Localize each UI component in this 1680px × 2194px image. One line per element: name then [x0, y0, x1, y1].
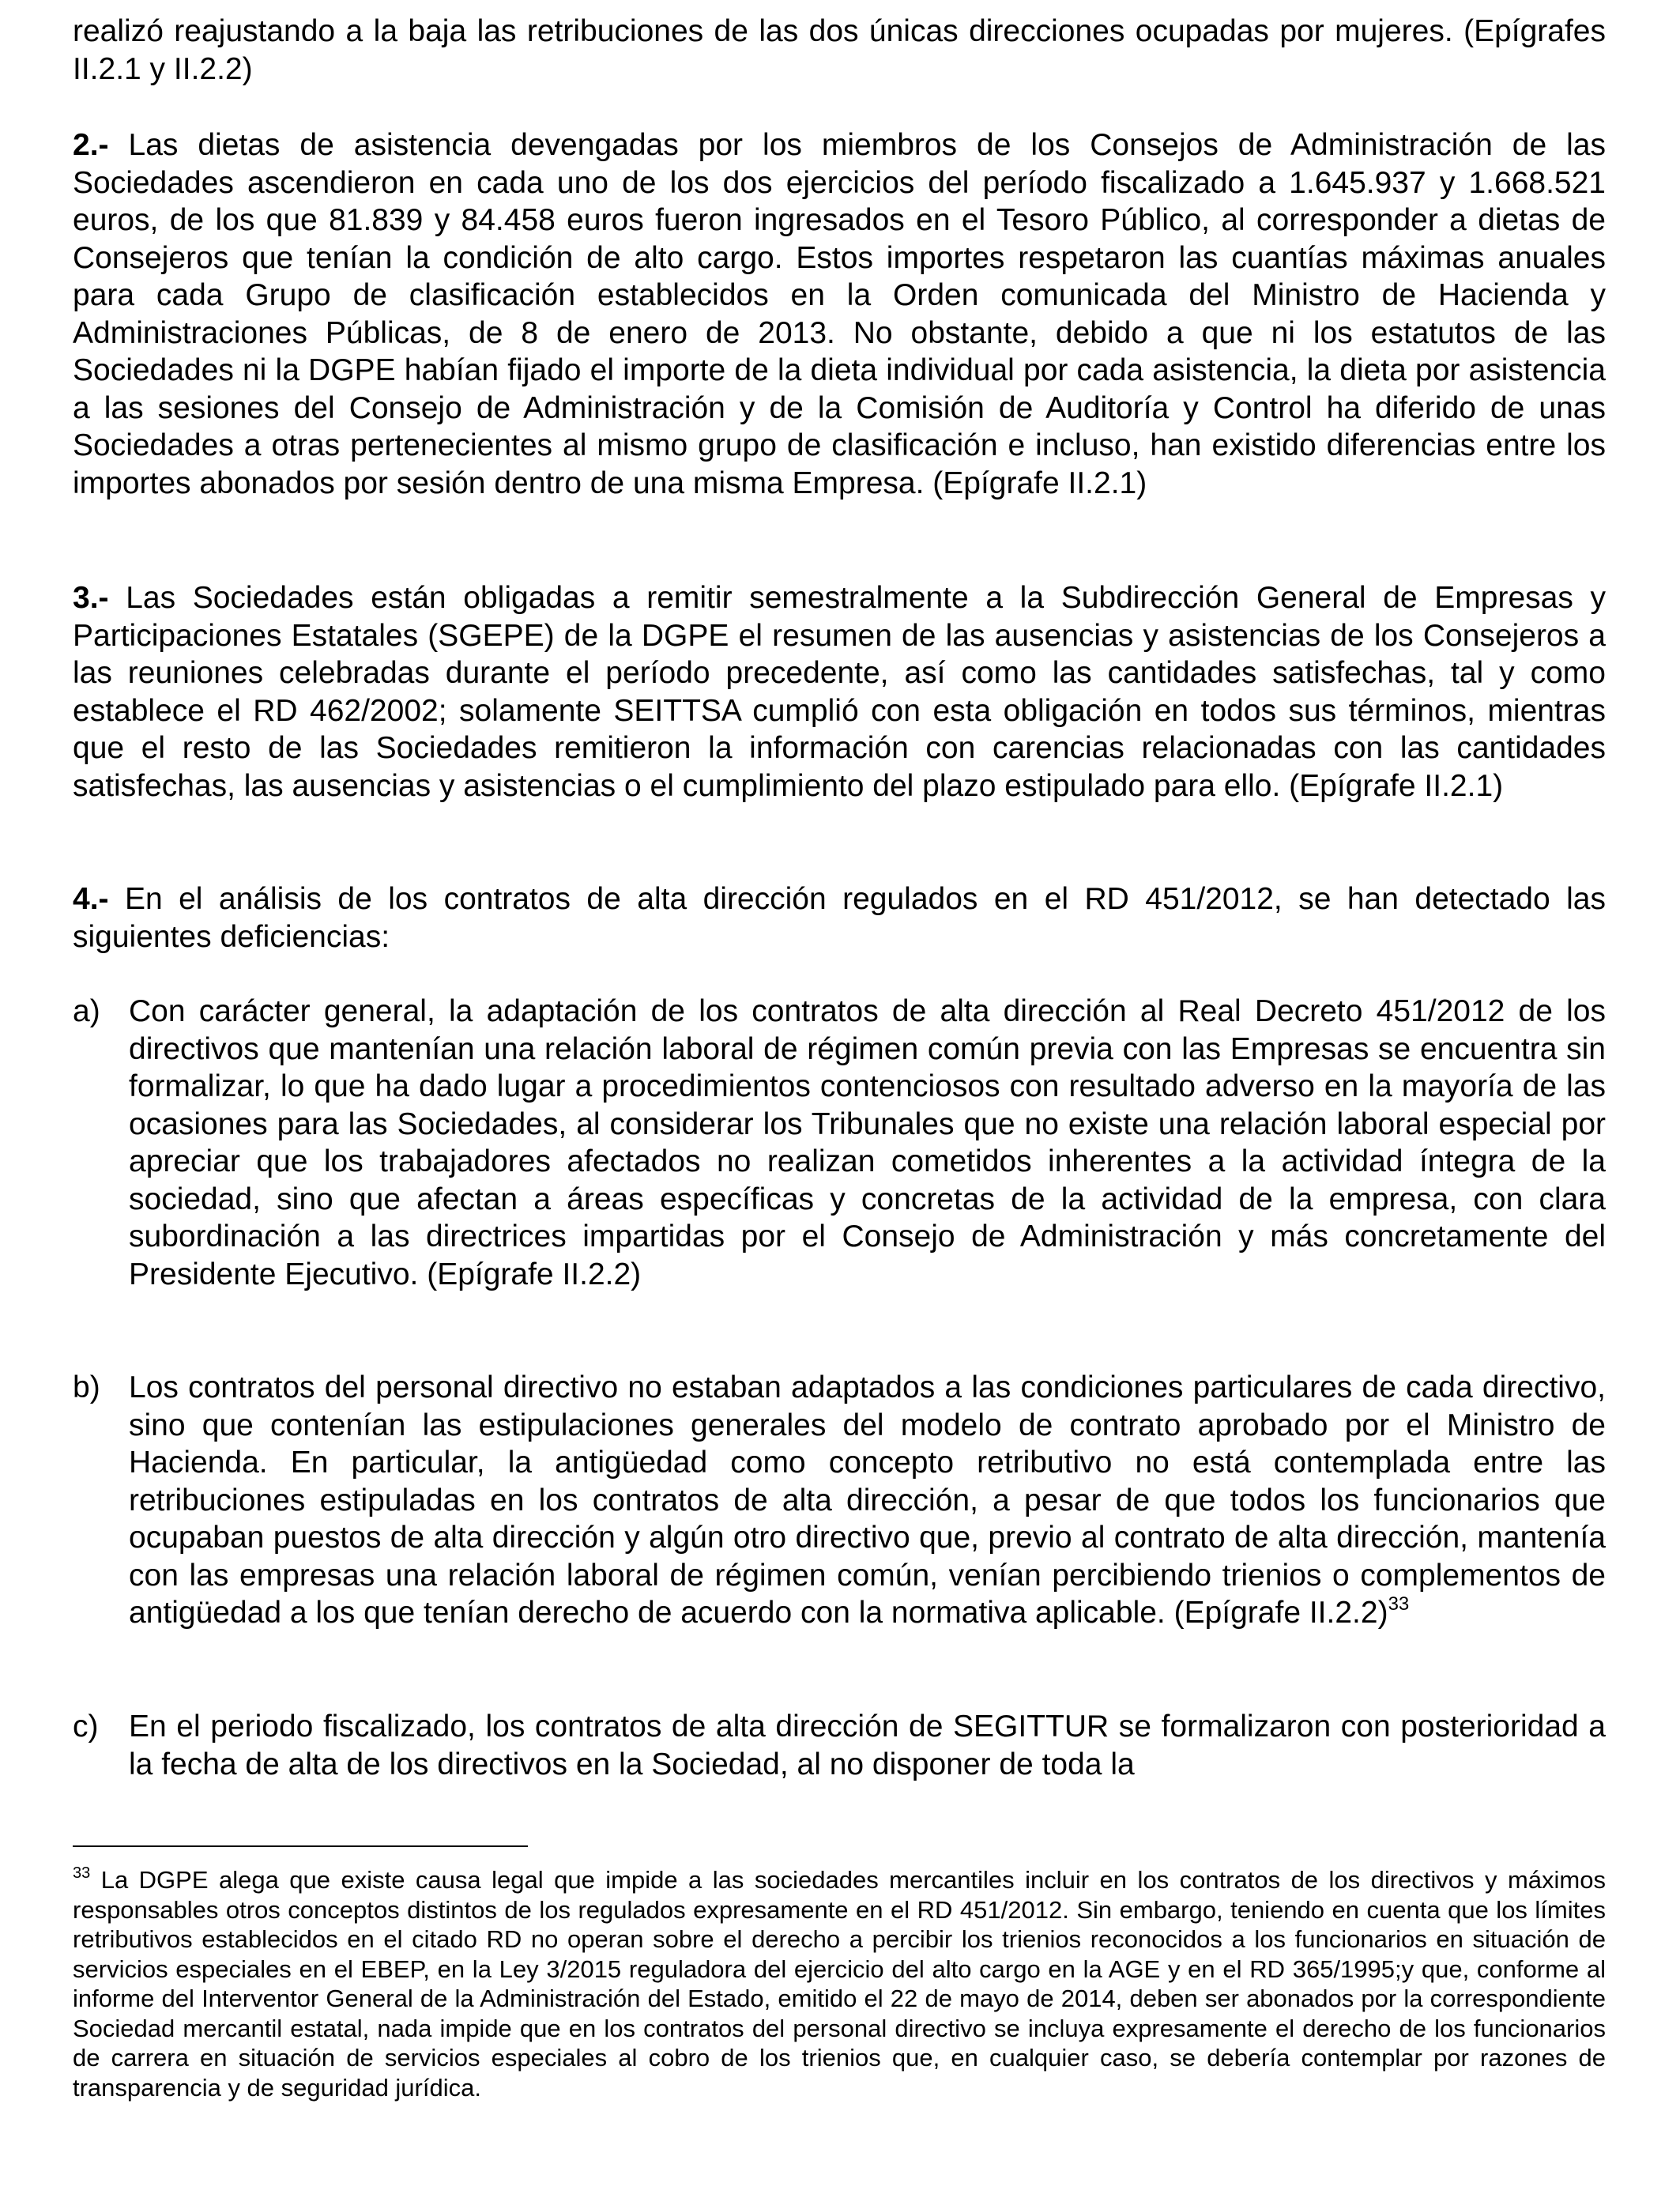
footnote-33: [73, 1865, 1606, 2102]
point-4-text: En el análisis de los contratos de alta dirección regulados en el RD 451/2012, se han detectado las siguientes deficiencias:: [73, 882, 1606, 954]
footnote-ref-33[interactable]: 33: [1388, 1593, 1410, 1615]
list-item-b-body: [129, 1369, 1606, 1632]
list-item-c-text: En el periodo fiscalizado, los contratos de alta dirección de SEGITTUR se formalizaron con posterioridad a la fecha de alta de los directivos en la Sociedad, al no disponer de toda la: [129, 1710, 1606, 1781]
point-4-number: 4.-: [73, 882, 109, 916]
intro-paragraph: realizó reajustando a la baja las retribuciones de las dos únicas direcciones ocupadas por mujeres. (Epígrafes II.2.1 y II.2.2): [73, 14, 1606, 86]
footnote-text: La DGPE alega que existe causa legal que impide a las sociedades mercantiles incluir en los contratos de los directivos y máximos responsables otros conceptos distintos de los regulados expresamente en el RD 451/2012. Sin embargo, teniendo en cuenta que los límites retributivos establecidos en el citado RD no operan sobre el derecho a percibir los trienios reconocidos a los funcionarios en situación de servicios especiales en el EBEP, en la Ley 3/2015 reguladora del ejercicio del alto cargo en la AGE y en el RD 365/1995;y que, conforme al informe del Interventor General de la Administración del Estado, emitido el 22 de mayo de 2014, deben ser abonados por la correspondiente Sociedad mercantil estatal, nada impide que en los contratos del personal directivo se incluya expresamente el derecho de los funcionarios de carrera en situación de servicios especiales al cobro de los trienios que, en cualquier caso, se debería contemplar por razones de transparencia y de seguridad jurídica.: [73, 1866, 1606, 2102]
list-item-b-text: Los contratos del personal directivo no estaban adaptados a las condiciones particulares de cada directivo, sino que contenían las estipulaciones generales del modelo de contrato aprobado por el Ministro de Hacienda. En particular, la antigüedad como concepto retributivo no está contemplada entre las retribuciones estipuladas en los contratos de alta dirección, a pesar de que todos los funcionarios que ocupaban puestos de alta dirección y algún otro directivo que, previo al contrato de alta dirección, mantenía con las empresas una relación laboral de régimen común, venían percibiendo trienios o complementos de antigüedad a los que tenían derecho de acuerdo con la normativa aplicable. (Epígrafe II.2.2): [129, 1370, 1606, 1630]
list-item-a-letter: a): [73, 994, 100, 1028]
point-2-text: Las dietas de asistencia devengadas por los miembros de los Consejos de Administración de las Sociedades ascendieron en cada uno de los dos ejercicios del período fiscalizado a 1.645.937 y 1.668.521 euros, de los que 81.839 y 84.458 euros fueron ingresados en el Tesoro Público, al corresponder a dietas de Consejeros que tenían la condición de alto cargo. Estos importes respetaron las cuantías máximas anuales para cada Grupo de clasificación establecidos en la Orden comunicada del Ministro de Hacienda y Administraciones Públicas, de 8 de enero de 2013. No obstante, debido a que ni los estatutos de las Sociedades ni la DGPE habían fijado el importe de la dieta individual por cada asistencia, la dieta por asistencia a las sesiones del Consejo de Administración y de la Comisión de Auditoría y Control ha diferido de unas Sociedades a otras pertenecientes al mismo grupo de clasificación e incluso, han existido diferencias entre los importes abonados por sesión dentro de una misma Empresa. (Epígrafe II.2.1): [73, 128, 1606, 500]
point-3-number: 3.-: [73, 581, 109, 615]
list-item-a-text: Con carácter general, la adaptación de los contratos de alta dirección al Real Decreto 451/2012 de los directivos que mantenían una relación laboral de régimen común previa con las Empresas se encuentra sin formalizar, lo que ha dado lugar a procedimientos contenciosos con resultado adverso en la mayoría de las ocasiones para las Sociedades, al considerar los Tribunales que no existe una relación laboral especial por apreciar que los trabajadores afectados no realizan cometidos inherentes a la actividad íntegra de la sociedad, sino que afectan a áreas específicas y concretas de la actividad de la empresa, con clara subordinación a las directrices impartidas por el Consejo de Administración y más concretamente del Presidente Ejecutivo. (Epígrafe II.2.2): [129, 994, 1606, 1291]
list-item-b-letter: b): [73, 1370, 100, 1404]
footnote-number: 33: [73, 1864, 91, 1882]
point-4-paragraph: [73, 880, 1606, 956]
list-item-c: [73, 1708, 1606, 1783]
point-3-text: Las Sociedades están obligadas a remitir semestralmente a la Subdirección General de Empresas y Participaciones Estatales (SGEPE) de la DGPE el resumen de las ausencias y asistencias de los Consejeros a las reuniones celebradas durante el período precedente, así como las cantidades satisfechas, tal y como establece el RD 462/2002; solamente SEITTSA cumplió con esta obligación en todos sus términos, mientras que el resto de las Sociedades remitieron la información con carencias relacionadas con las cantidades satisfechas, las ausencias y asistencias o el cumplimiento del plazo estipulado para ello. (Epígrafe II.2.1): [73, 581, 1606, 803]
list-item-c-letter: c): [73, 1710, 99, 1744]
point-2-number: 2.-: [73, 128, 109, 162]
list-item-a: [73, 993, 1606, 1293]
point-3-paragraph: [73, 579, 1606, 805]
list-item-b: [73, 1369, 1606, 1632]
point-2-paragraph: [73, 126, 1606, 502]
footnote-separator: [73, 1845, 528, 1847]
